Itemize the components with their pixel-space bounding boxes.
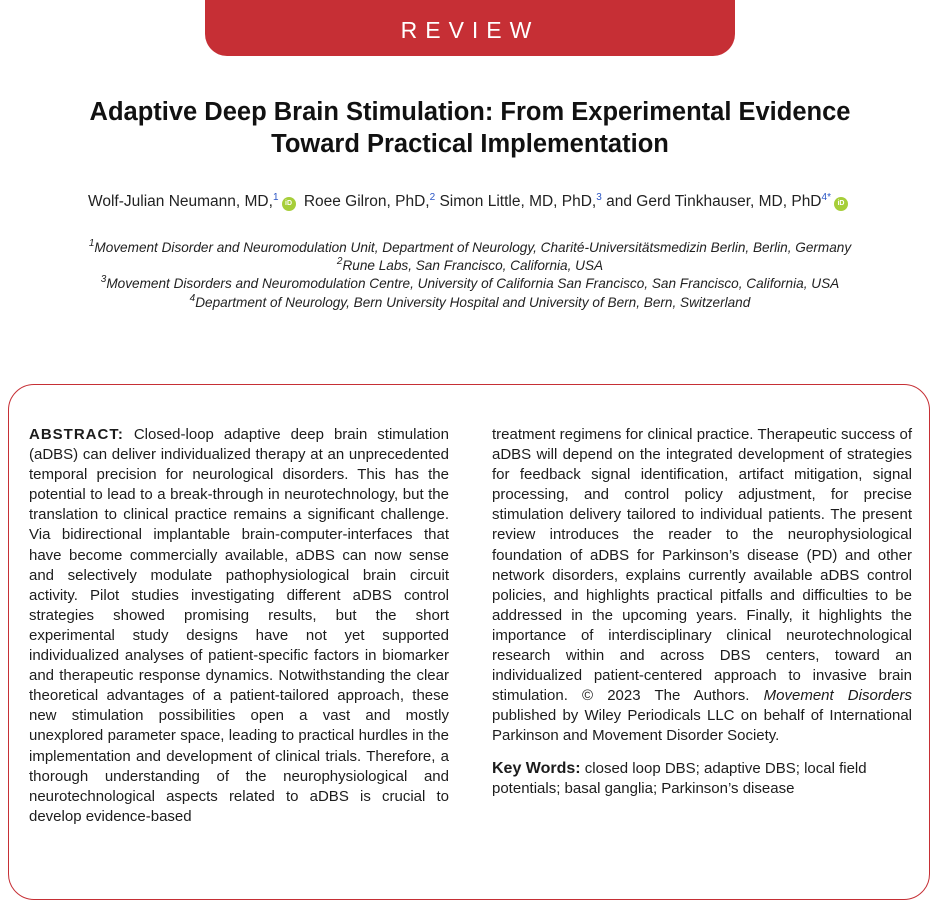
affiliation-item bbox=[0, 275, 940, 293]
affiliation-item bbox=[0, 294, 940, 312]
review-banner bbox=[205, 0, 735, 56]
affiliation-list bbox=[0, 239, 940, 312]
title-line-2: Toward Practical Implementation bbox=[271, 130, 669, 158]
affiliation-text: Movement Disorders and Neuromodulation Centre, University of California San Francisco, San Francisco, California, USA bbox=[106, 276, 840, 292]
affiliation-number: 3 bbox=[100, 274, 107, 286]
orcid-icon[interactable]: iD bbox=[282, 197, 296, 211]
abstract-column-left bbox=[29, 425, 449, 827]
review-label: REVIEW bbox=[400, 17, 540, 43]
author-name: Roee Gilron, PhD, bbox=[303, 193, 430, 210]
abstract-paragraph bbox=[29, 425, 449, 827]
affiliation-text: Movement Disorder and Neuromodulation Unit, Department of Neurology, Charité-Universitätsmedizin Berlin, Berlin, Germany bbox=[94, 240, 852, 255]
keywords-label: Key Words: bbox=[492, 759, 581, 777]
abstract-paragraph bbox=[492, 425, 912, 747]
keywords-text: closed loop DBS; adaptive DBS; local field potentials; basal ganglia; Parkinson’s disease bbox=[492, 759, 867, 797]
affiliation-number: 1 bbox=[88, 238, 95, 249]
abstract-text-left: Closed-loop adaptive deep brain stimulation (aDBS) can deliver individualized therapy at an unprecedented temporal precision for neurological disorders. This has the potential to lead to a break-through in neurotechnology, but the translation to clinical practice remains a significant challenge. Via bidirectional implantable brain-computer-interfaces that have become commercially available, aDBS can now sense and selectively modulate pathophysiological brain circuit activity. Pilot studies investigating different aDBS control strategies showed promising results, but the short experimental study designs have not yet supported individualized analyses of patient-specific factors in biomarker and therapeutic response dynamics. Notwithstanding the clear theoretical advantages of a patient-tailored approach, these new stimulation possibilities open a vast and mostly unexplored parameter space, leading to practical hurdles in the implementation and development of clinical trials. Therefore, a thorough understanding of the neurophysiological and neurotechnological aspects related to aDBS is crucial to develop evidence-based bbox=[29, 426, 449, 825]
author-affiliation-ref[interactable]: 4* bbox=[821, 192, 831, 203]
author-name: and Gerd Tinkhauser, MD, PhD bbox=[606, 193, 822, 210]
journal-name: Movement Disorders bbox=[763, 687, 912, 705]
author-name: Wolf-Julian Neumann, MD, bbox=[88, 193, 273, 210]
author-name: Simon Little, MD, PhD, bbox=[439, 193, 597, 210]
author-affiliation-ref[interactable]: 2 bbox=[429, 192, 436, 203]
affiliation-number: 2 bbox=[336, 256, 343, 268]
keywords bbox=[492, 759, 912, 799]
affiliation-text: Rune Labs, San Francisco, California, USA bbox=[342, 258, 604, 274]
author-affiliation-ref[interactable]: 3 bbox=[596, 192, 602, 203]
title-line-1: Adaptive Deep Brain Stimulation: From Experimental Evidence bbox=[89, 98, 851, 126]
publisher-statement: published by Wiley Periodicals LLC on behalf of International Parkinson and Movement Disorder Society. bbox=[492, 707, 912, 745]
affiliation-text: Department of Neurology, Bern University Hospital and University of Bern, Bern, Switzerland bbox=[195, 294, 751, 310]
abstract-label: ABSTRACT: bbox=[29, 426, 124, 443]
article-title bbox=[40, 96, 900, 160]
orcid-icon[interactable]: iD bbox=[834, 197, 848, 211]
affiliation-number: 4 bbox=[189, 292, 196, 304]
affiliation-item bbox=[0, 257, 940, 275]
affiliation-item bbox=[0, 239, 940, 257]
abstract-column-right bbox=[492, 425, 912, 799]
author-affiliation-ref[interactable]: 1 bbox=[272, 192, 279, 203]
author-list bbox=[0, 193, 940, 211]
abstract-text-right: treatment regimens for clinical practice. Therapeutic success of aDBS will depend on the integrated development of strategies for feedback signal identification, artifact mitigation, signal processing, and control policy adjustment, for precise stimulation delivery tailored to individual patients. The present review introduces the reader to the neurophysiological foundation of aDBS for Parkinson’s disease (PD) and other network disorders, explains currently available aDBS control policies, and highlights practical pitfalls and difficulties to be addressed in the upcoming years. Finally, it highlights the importance of interdisciplinary clinical neurotechnological research within and across DBS centers, toward an individualized patient-centered approach to invasive brain stimulation. © 2023 The Authors. bbox=[492, 426, 912, 705]
